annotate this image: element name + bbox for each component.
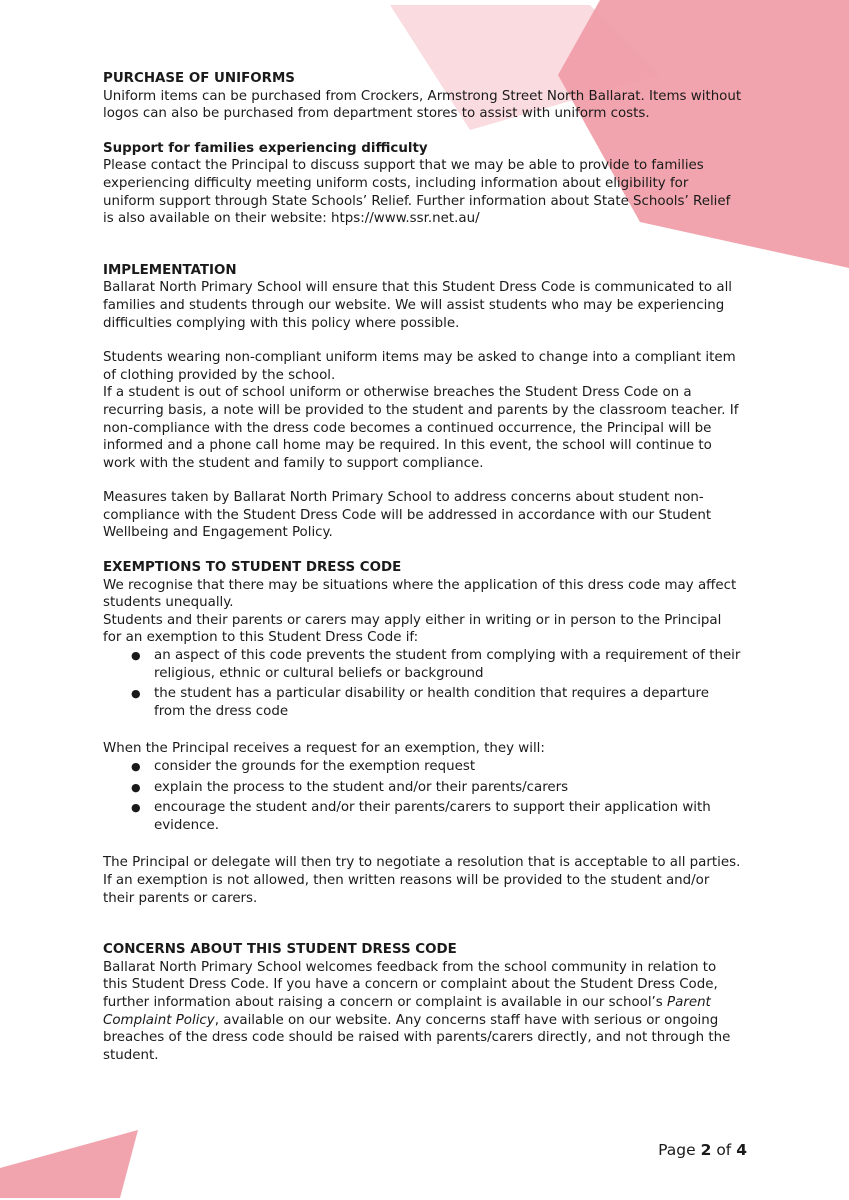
heading-purchase: PURCHASE OF UNIFORMS bbox=[103, 71, 295, 86]
paragraph-exemptions-1: We recognise that there may be situations where the application of this dress code may affect students unequally. bbox=[103, 577, 737, 611]
list-item: ● explain the process to the student and/or their parents/carers bbox=[131, 779, 569, 795]
document-body bbox=[103, 70, 743, 1064]
paragraph-purchase: Uniform items can be purchased from Crockers, Armstrong Street North Ballarat. Items without logos can also be purchased from department stores to assist with uniform costs. bbox=[103, 88, 742, 122]
paragraph-implementation-4: Measures taken by Ballarat North Primary School to address concerns about student non-compliance with the Student Dress Code will be addressed in accordance with our Student Wellbeing and Engagement Policy. bbox=[103, 490, 712, 541]
heading-concerns: CONCERNS ABOUT THIS STUDENT DRESS CODE bbox=[103, 942, 457, 958]
bullet-icon: ● bbox=[131, 649, 141, 663]
heading-exemptions: EXEMPTIONS TO STUDENT DRESS CODE bbox=[103, 560, 402, 576]
paragraph-exemptions-4: The Principal or delegate will then try to negotiate a resolution that is acceptable to all parties. If an exemption is not allowed, then written reasons will be provided to the student and/or their parents or carers. bbox=[103, 855, 741, 906]
current-page-number: 2 bbox=[700, 1141, 712, 1159]
heading-support: Support for families experiencing difficulty bbox=[103, 140, 428, 156]
paragraph-exemptions-3: When the Principal receives a request for an exemption, they will: bbox=[103, 741, 545, 757]
paragraph-concerns: Ballarat North Primary School welcomes feedback from the school community in relation to this Student Dress Code. If you have a concern or complaint about the Student Dress Code, further information about raising a concern or complaint is available in our school’s Parent Complaint Policy, available on our website. Any concerns staff have with serious or ongoing breaches of the dress code should be raised with parents/carers directly, and not through the student. bbox=[103, 959, 731, 1063]
list-item: ● consider the grounds for the exemption request bbox=[131, 759, 476, 774]
page-footer: Page 2 of 4 bbox=[658, 1141, 747, 1159]
total-pages: 4 bbox=[736, 1141, 747, 1159]
paragraph-implementation-3: If a student is out of school uniform or otherwise breaches the Student Dress Code on a recurring basis, a note will be provided to the student and parents by the classroom teacher. If non-compliance with the dress code becomes a continued occurrence, the Principal will be informed and a phone call home may be required. In this event, the school will continue to work with the student and family to support compliance. bbox=[103, 385, 739, 471]
paragraph-implementation-1: Ballarat North Primary School will ensure that this Student Dress Code is communicated to all families and students through our website. We will assist students who may be experiencing difficulties complying with this policy where possible. bbox=[103, 280, 733, 331]
exemption-criteria-list bbox=[103, 647, 743, 720]
paragraph-support: Please contact the Principal to discuss support that we may be able to provide to families experiencing difficulty meeting uniform costs, including information about eligibility for uniform support through State Schools’ Relief. Further information about State Schools’ Relief is also available on their website: htps://www.ssr.net.au/ bbox=[103, 158, 731, 227]
paragraph-exemptions-2: Students and their parents or carers may apply either in writing or in person to the Principal for an exemption to this Student Dress Code if: bbox=[103, 612, 722, 646]
list-item: ● an aspect of this code prevents the student from complying with a requirement of their religious, ethnic or cultural beliefs or background bbox=[131, 648, 741, 681]
bullet-icon: ● bbox=[131, 760, 141, 773]
policy-name: Parent Complaint Policy bbox=[103, 994, 711, 1028]
bullet-icon: ● bbox=[131, 780, 141, 794]
paragraph-implementation-2: Students wearing non-compliant uniform items may be asked to change into a compliant item of clothing provided by the school. bbox=[103, 350, 736, 383]
heading-implementation: IMPLEMENTATION bbox=[103, 262, 237, 278]
list-item: ● encourage the student and/or their parents/carers to support their application with evidence. bbox=[131, 800, 711, 833]
bullet-icon: ● bbox=[131, 687, 141, 701]
bullet-icon: ● bbox=[131, 801, 141, 815]
list-item: ● the student has a particular disability or health condition that requires a departure from the dress code bbox=[131, 686, 709, 719]
decor-shape-bottom-left bbox=[0, 1130, 138, 1198]
exemption-process-list bbox=[103, 758, 743, 834]
